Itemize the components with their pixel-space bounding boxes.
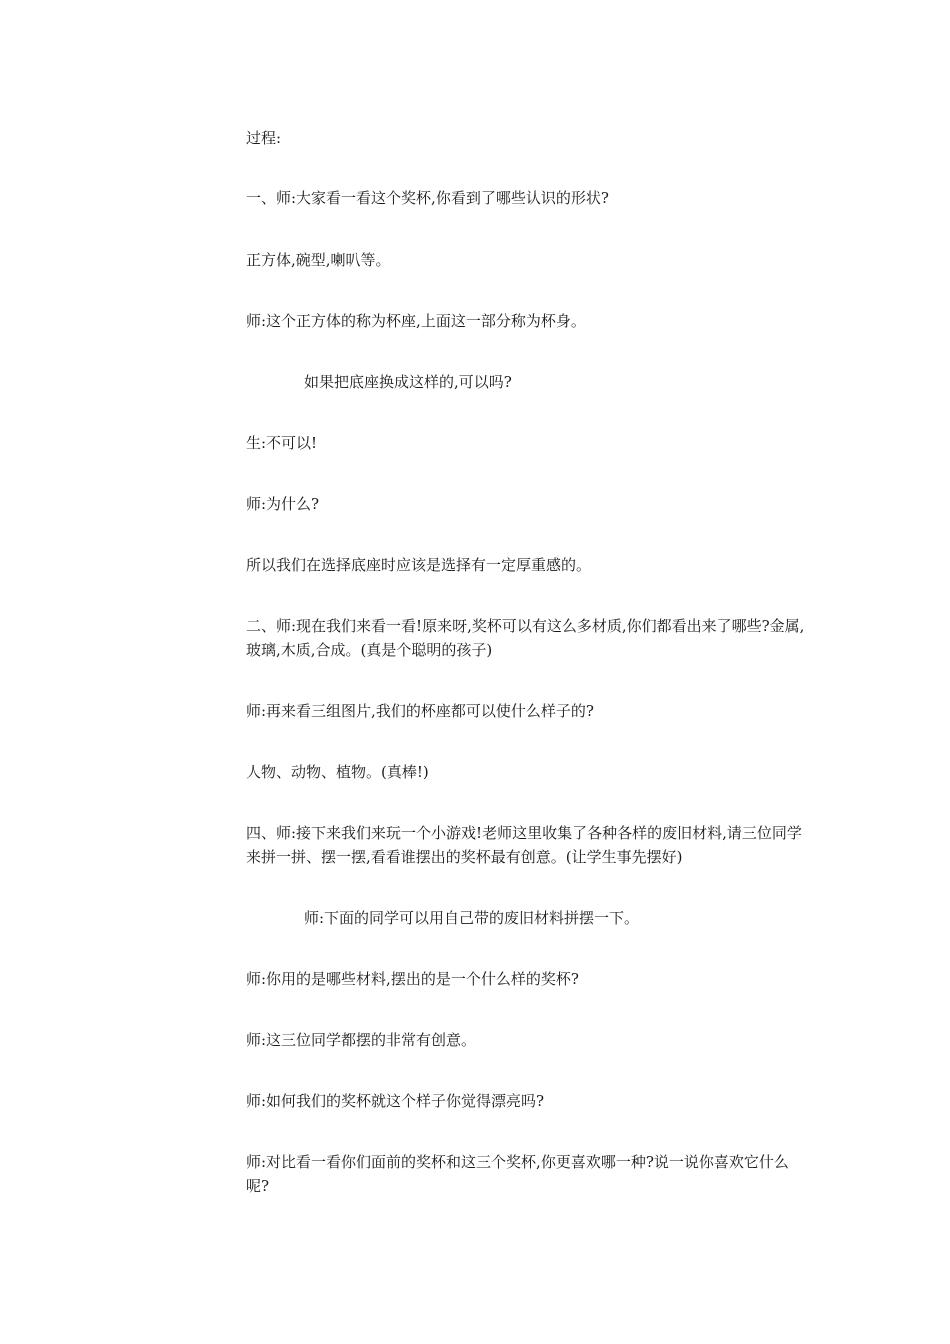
paragraph-14: 师:这三位同学都摆的非常有创意。 <box>246 1031 477 1049</box>
paragraph-9: 师:再来看三组图片,我们的杯座都可以使什么样子的? <box>246 702 594 720</box>
paragraph-12: 师:下面的同学可以用自己带的废旧材料拼摆一下。 <box>304 909 640 927</box>
paragraph-process-heading: 过程: <box>246 129 282 147</box>
paragraph-6: 师:为什么? <box>246 495 320 513</box>
paragraph-4: 如果把底座换成这样的,可以吗? <box>304 373 512 391</box>
paragraph-11: 四、师:接下来我们来玩一个小游戏!老师这里收集了各种各样的废旧材料,请三位同学来拼一拼、摆一摆,看看谁摆出的奖杯最有创意。(让学生事先摆好) <box>246 824 802 866</box>
paragraph-8: 二、师:现在我们来看一看!原来呀,奖杯可以有这么多材质,你们都看出来了哪些?金属,玻璃,木质,合成。(真是个聪明的孩子) <box>246 617 805 659</box>
paragraph-2: 正方体,碗型,喇叭等。 <box>246 251 391 269</box>
paragraph-7: 所以我们在选择底座时应该是选择有一定厚重感的。 <box>246 556 592 574</box>
paragraph-15: 师:如何我们的奖杯就这个样子你觉得漂亮吗? <box>246 1092 545 1110</box>
paragraph-10: 人物、动物、植物。(真棒!) <box>246 763 429 781</box>
paragraph-5: 生:不可以! <box>246 434 318 452</box>
paragraph-13: 师:你用的是哪些材料,摆出的是一个什么样的奖杯? <box>246 970 579 988</box>
paragraph-16: 师:对比看一看你们面前的奖杯和这三个奖杯,你更喜欢哪一种?说一说你喜欢它什么呢? <box>246 1153 789 1195</box>
paragraph-3: 师:这个正方体的称为杯座,上面这一部分称为杯身。 <box>246 312 586 330</box>
paragraph-1: 一、师:大家看一看这个奖杯,你看到了哪些认识的形状? <box>246 189 609 207</box>
